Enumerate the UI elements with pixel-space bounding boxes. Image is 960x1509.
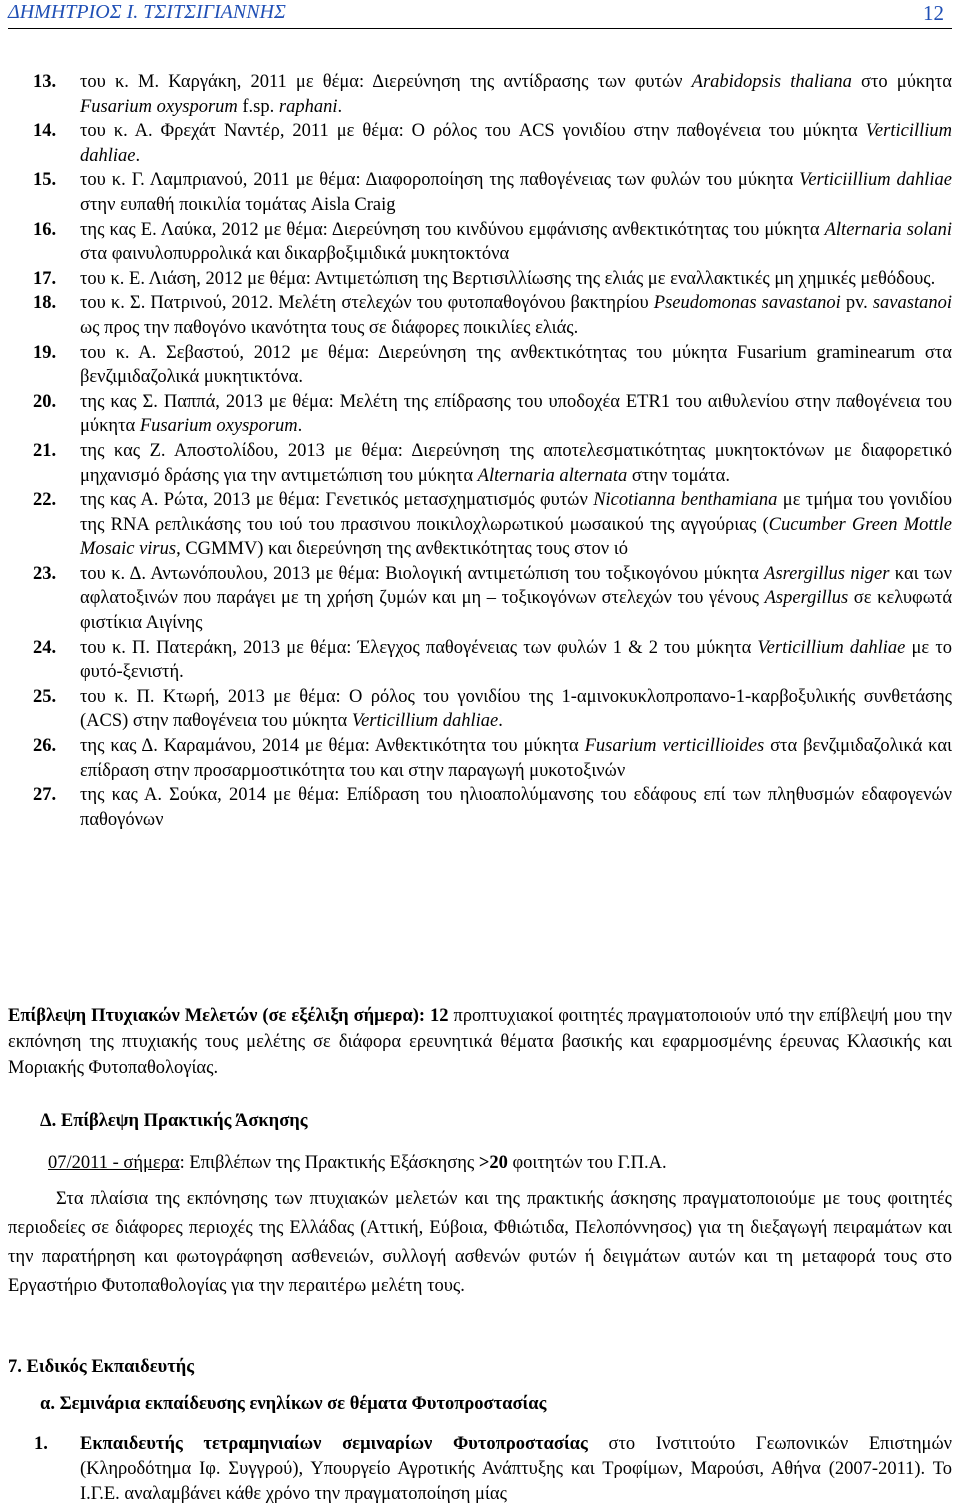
section-d-paragraph: Στα πλαίσια της εκπόνησης των πτυχιακών μελετών και της πρακτικής άσκησης πραγματοποιούμε με τους φοιτητές περιοδείες σε διάφορες περιοχές της Ελλάδας (Αττική, Εύβοια, Φθιώτιδα, Πελοπόννησος) για τη διεξαγωγή πειραμάτων και την παρατήρηση και φωτογράφηση ασθενειών, συλλογή ασθενών φυτών ή δειγμάτων αυτών και τη μεταφορά τους στο Εργαστήριο Φυτοπαθολογίας για την περαιτέρω μελέτη τους. — [8, 1189, 952, 1296]
list-item: 24. του κ. Π. Πατεράκη, 2013 με θέμα: Έλεγχος παθογένειας των φυλών 1 & 2 του μύκητα Verticillium dahliae με το φυτό-ξενιστή. — [33, 637, 952, 683]
list-item: 17. του κ. Ε. Λιάση, 2012 με θέμα: Αντιμετώπιση της Βερτισιλλίωσης της ελιάς με εναλλακτικές μη χημικές μεθόδους. — [33, 268, 936, 289]
list-item: 22. της κας Α. Ρώτα, 2013 με θέμα: Γενετικός μετασχηματισμός φυτών Nicotianna benthamiana με τμήμα του γονιδίου της RNA ρεπλικάσης του ιού του πρασινου ποικιλοχλωρωτικού μωσαικού της αγγούριας (Cucumber Green Mottle Mosaic virus, CGMMV) και διερεύνηση της ανθεκτικότητας τους στον ιό — [33, 490, 953, 560]
author-name: ΔΗΜΗΤΡΙΟΣ Ι. ΤΣΙΤΣΙΓΙΑΝΝΗΣ — [8, 1, 286, 23]
list-item: 18. του κ. Σ. Πατρινού, 2012. Μελέτη στελεχών του φυτοπαθογόνου βακτηρίου Pseudomonas savastanoi pv. savastanoi ως προς την παθογόνο ικανότητα τους σε διάφορες ποικιλίες ελιάς. — [33, 293, 952, 338]
list-item: 15. του κ. Γ. Λαμπριανού, 2011 με θέμα: Διαφοροποίηση της παθογένειας των φυλών του μύκητα Verticiillium dahliae στην ευπαθή ποικιλία τομάτας Aisla Craig — [33, 170, 952, 215]
supervised-theses-list — [0, 70, 960, 832]
list-item: 14. του κ. Α. Φρεχάτ Ναντέρ, 2011 με θέμα: Ο ρόλος του ACS γονιδίου στην παθογένεια του μύκητα Verticillium dahliae. — [33, 121, 952, 166]
list-item: 26. της κας Δ. Καραμάνου, 2014 με θέμα: Ανθεκτικότητα του μύκητα Fusarium verticillioides στα βενζιμιδαζολικά και επίδραση στην προσαρμοστικότητα του και στην παραγωγή μυκοτοξινών — [33, 736, 952, 781]
section-7-item: 1. Εκπαιδευτής τετραμηνιαίων σεμιναρίων Φυτοπροστασίας στο Ινστιτούτο Γεωπονικών Επιστημών (Κληροδότημα Ιφ. Συγγρού), Υπουργείο Αγροτικής Ανάπτυξης και Τροφίμων, Μαρούσι, Αθήνα (2007-2011). Το Ι.Γ.Ε. αναλαμβάνει κάθε χρόνο την πραγματοποίηση μίας — [34, 1434, 952, 1504]
list-item: 16. της κας Ε. Λαύκα, 2012 με θέμα: Διερεύνηση του κινδύνου εμφάνισης ανθεκτικότητας του μύκητα Alternaria solani στα φαινυλοπυρρολικά και δικαρβοξιμιδικά μυκητοκτόνα — [33, 219, 952, 265]
list-item: 13. του κ. Μ. Καργάκη, 2011 με θέμα: Διερεύνηση της αντίδρασης των φυτών Arabidopsis thaliana στο μύκητα Fusarium oxysporum f.sp. raphani. — [33, 72, 952, 117]
section-d-period-line: 07/2011 - σήμερα: Επιβλέπων της Πρακτικής Εξάσκησης >20 φοιτητών του Γ.Π.Α. — [48, 1153, 667, 1173]
list-item: 19. του κ. Α. Σεβαστού, 2012 με θέμα: Διερεύνηση της ανθεκτικότητας του μύκητα Fusarium graminearum στα βενζιμιδαζολικά μυκητικτόνα. — [33, 342, 952, 388]
section-7-title: 7. Ειδικός Εκπαιδευτής — [8, 1357, 195, 1377]
page-header — [8, 0, 952, 29]
supervision-paragraph: Επίβλεψη Πτυχιακών Μελετών (σε εξέλιξη σήμερα): 12 προπτυχιακοί φοιτητές πραγματοποιούν υπό την επίβλεψή μου την εκπόνηση της πτυχιακής τους μελέτης σε διάφορα ερευνητικά θέματα βασικής και εφαρμοσμένης έρευνας Κλασικής και Μοριακής Φυτοπαθολογίας. — [8, 1006, 952, 1078]
section-7-subtitle: α. Σεμινάρια εκπαίδευσης ενηλίκων σε θέματα Φυτοπροστασίας — [40, 1394, 547, 1414]
page-number: 12 — [923, 1, 944, 25]
list-item: 20. της κας Σ. Παππά, 2013 με θέμα: Μελέτη της επίδρασης του υποδοχέα ETR1 του αιθυλενίου στην παθογένεια του μύκητα Fusarium oxysporum. — [33, 391, 952, 437]
list-item: 21. της κας Ζ. Αποστολίδου, 2013 με θέμα: Διερεύνηση της αποτελεσματικότητας μυκητοκτόνων με διαφορετικό μηχανισμό δράσης για την αντιμετώπιση του μύκητα Alternaria alternata στην τομάτα. — [33, 440, 952, 486]
list-item: 27. της κας Α. Σούκα, 2014 με θέμα: Επίδραση του ηλιοαπολύμανσης του εδάφους επί των πληθυσμών εδαφογενών παθογόνων — [33, 785, 952, 830]
section-d-title: Δ. Επίβλεψη Πρακτικής Άσκησης — [40, 1111, 308, 1131]
list-item: 25. του κ. Π. Κτωρή, 2013 με θέμα: Ο ρόλος του γονιδίου της 1-αμινοκυκλοπροπανο-1-καρβοξυλικής συνθετάσης (ACS) στην παθογένεια του μύκητα Verticillium dahliae. — [33, 686, 952, 732]
list-item: 23. του κ. Δ. Αντωνόπουλου, 2013 με θέμα: Βιολογική αντιμετώπιση του τοξικογόνου μύκητα Asrergillus niger και των αφλατοξινών που παράγει με τη χρήση ζυμών και μη – τοξικογόνων στελεχών του γένους Aspergillus σε κελυφωτά φιστίκια Αιγίνης — [33, 563, 953, 634]
